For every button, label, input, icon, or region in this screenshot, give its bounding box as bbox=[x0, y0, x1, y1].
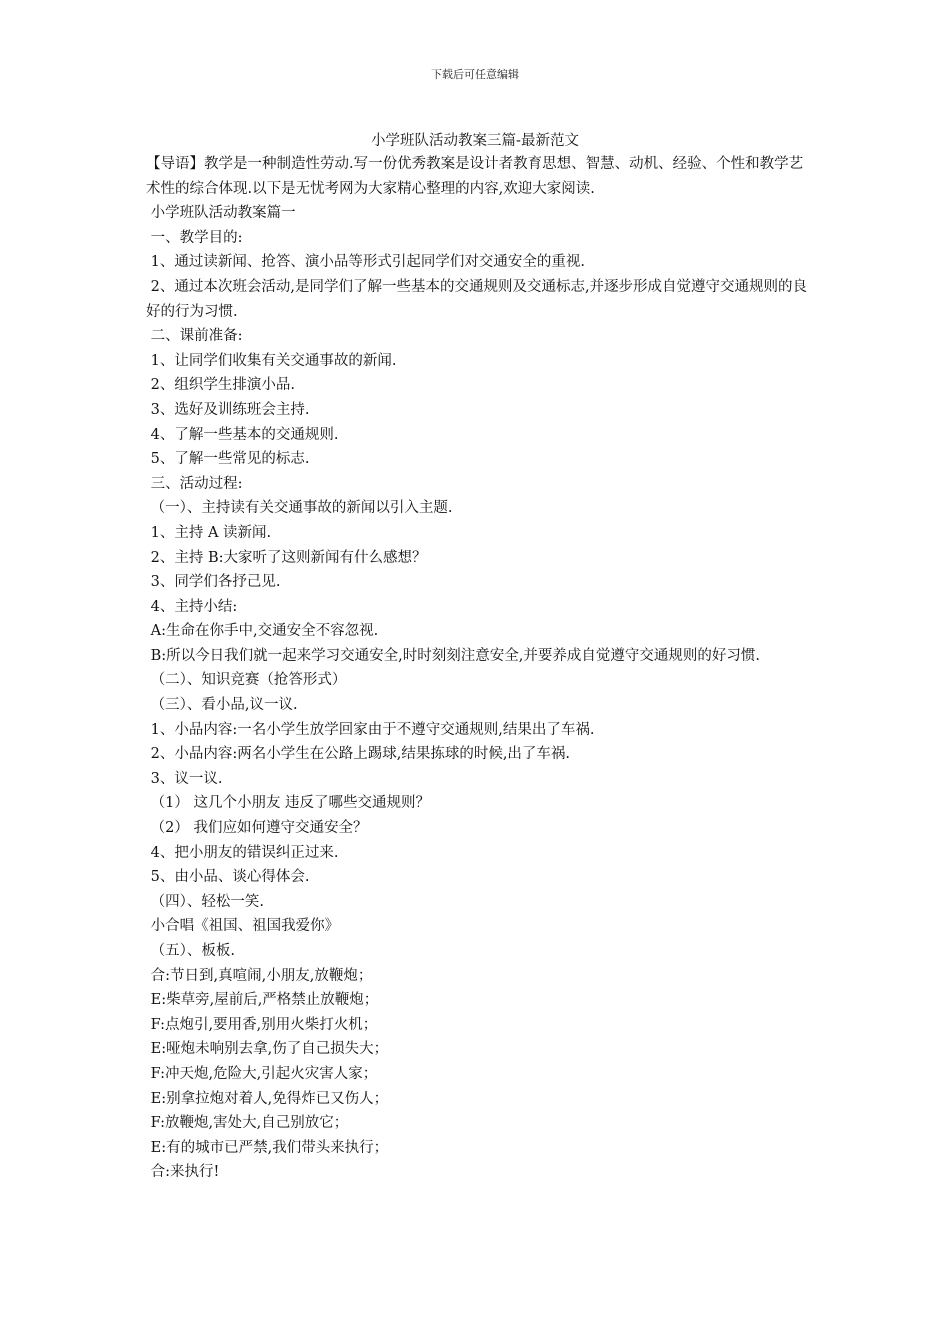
text-line: F:放鞭炮,害处大,自己别放它； bbox=[146, 1115, 349, 1132]
text-line: E:别拿拉炮对着人,免得炸已又伤人； bbox=[146, 1090, 389, 1107]
text-line: 4、主持小结: bbox=[146, 598, 238, 615]
document-title: 小学班队活动教案三篇-最新范文 bbox=[371, 133, 579, 149]
section-heading: 二、课前准备: bbox=[146, 328, 243, 345]
text-line: 1、通过读新闻、抢答、演小品等形式引起同学们对交通安全的重视. bbox=[146, 254, 585, 271]
text-line: 2、主持 B:大家听了这则新闻有什么感想？ bbox=[146, 549, 427, 566]
text-line: 1、小品内容:一名小学生放学回家由于不遵守交通规则,结果出了车祸. bbox=[146, 721, 595, 738]
section-heading: 三、活动过程: bbox=[146, 475, 243, 492]
text-line: 4、了解一些基本的交通规则. bbox=[146, 426, 339, 443]
text-line: （2） 我们应如何遵守交通安全？ bbox=[146, 820, 368, 837]
text-line: 4、把小朋友的错误纠正过来. bbox=[146, 844, 339, 861]
text-line: 合:来执行! bbox=[146, 1164, 220, 1181]
subsection-heading: （四）、轻松一笑. bbox=[146, 893, 264, 910]
text-line: E:有的城市已严禁,我们带头来执行； bbox=[146, 1139, 389, 1156]
text-line: 2、通过本次班会活动,是同学们了解一些基本的交通规则及交通标志,并逐步形成自觉遵守交通规则的良好的行为习惯. bbox=[146, 278, 808, 320]
text-line: （1） 这几个小朋友 违反了哪些交通规则？ bbox=[146, 795, 431, 812]
text-line: F:冲天炮,危险大,引起火灾害人家； bbox=[146, 1065, 378, 1082]
section-heading: 一、教学目的: bbox=[146, 229, 243, 246]
text-line: 3、议一议. bbox=[146, 770, 223, 787]
text-line: A:生命在你手中,交通安全不容忽视. bbox=[146, 623, 379, 640]
intro-paragraph: 【导语】教学是一种制造性劳动.写一份优秀教案是设计者教育思想、智慧、动机、经验、个性和教学艺术性的综合体现.以下是无忧考网为大家精心整理的内容,欢迎大家阅读. bbox=[146, 156, 804, 197]
text-line: E:哑炮未响别去拿,伤了自己损失大； bbox=[146, 1041, 389, 1058]
text-line: 2、组织学生排演小品. bbox=[146, 377, 295, 394]
text-line: E:柴草旁,屋前后,严格禁止放鞭炮； bbox=[146, 992, 379, 1009]
text-line: 3、选好及训练班会主持. bbox=[146, 401, 310, 418]
document-body bbox=[146, 152, 810, 1185]
page-header: 下载后可任意编辑 bbox=[431, 68, 519, 81]
text-line: 5、由小品、谈心得体会. bbox=[146, 869, 310, 886]
text-line: B:所以今日我们就一起来学习交通安全,时时刻刻注意安全,并要养成自觉遵守交通规则的好习惯. bbox=[146, 647, 760, 664]
subsection-heading: （一）、主持读有关交通事故的新闻以引入主题. bbox=[146, 500, 453, 517]
text-line: 3、同学们各抒己见. bbox=[146, 574, 281, 591]
subsection-heading: （五）、板板. bbox=[146, 943, 235, 959]
text-line: 1、让同学们收集有关交通事故的新闻. bbox=[146, 352, 397, 369]
text-line: 小合唱《祖国、祖国我爱你》 bbox=[146, 918, 340, 935]
text-line: 合:节日到,真喧闹,小朋友,放鞭炮； bbox=[146, 967, 373, 984]
section-heading: 小学班队活动教案篇一 bbox=[146, 205, 296, 222]
text-line: 5、了解一些常见的标志. bbox=[146, 451, 310, 468]
subsection-heading: （二）、知识竞赛（抢答形式） bbox=[146, 672, 347, 689]
text-line: 2、小品内容:两名小学生在公路上踢球,结果拣球的时候,出了车祸. bbox=[146, 746, 571, 763]
text-line: F:点炮引,要用香,别用火柴打火机； bbox=[146, 1016, 378, 1033]
text-line: 1、主持 A 读新闻. bbox=[146, 524, 272, 541]
subsection-heading: （三）、看小品,议一议. bbox=[146, 697, 298, 714]
